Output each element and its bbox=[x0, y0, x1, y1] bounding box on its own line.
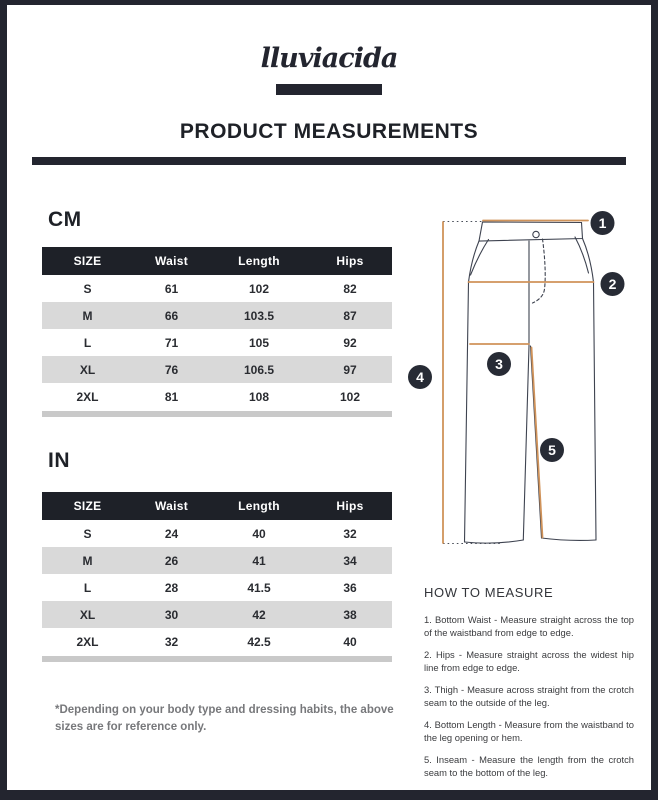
marker-number-5: 5 bbox=[548, 442, 556, 458]
dotted-guide-lines bbox=[443, 222, 500, 544]
length-cell: 103.5 bbox=[243, 308, 275, 323]
table-row bbox=[42, 356, 392, 383]
length-cell: 41 bbox=[252, 553, 266, 568]
column-header-length: Length bbox=[238, 254, 280, 268]
size-cell: L bbox=[83, 580, 92, 595]
in-heading: IN bbox=[48, 449, 70, 472]
measure-instruction-2: 2. Hips - Measure straight across the widest hip line from edge to edge. bbox=[424, 648, 634, 673]
table-header-row bbox=[42, 492, 392, 520]
table-header-row bbox=[42, 247, 392, 275]
table-row bbox=[42, 628, 392, 655]
cm-heading: CM bbox=[48, 208, 82, 231]
how-to-measure-heading: HOW TO MEASURE bbox=[424, 585, 554, 600]
waist-cell: 32 bbox=[164, 634, 179, 649]
waist-cell: 30 bbox=[164, 607, 179, 622]
table-bottom-bar bbox=[42, 656, 392, 662]
measure-instruction-1: 1. Bottom Waist - Measure straight across the top of the waistband from edge to edge. bbox=[424, 614, 634, 638]
length-cell: 41.5 bbox=[247, 580, 271, 595]
hips-cell: 92 bbox=[343, 335, 357, 350]
measure-instruction-3: 3. Thigh - Measure across straight from the crotch seam to the outside of the leg. bbox=[424, 683, 634, 708]
waist-cell: 71 bbox=[164, 335, 179, 350]
table-row bbox=[42, 601, 392, 628]
in-size-table bbox=[42, 492, 392, 662]
inseam-measure-line bbox=[532, 348, 543, 538]
hips-cell: 40 bbox=[343, 634, 357, 649]
cm-size-table bbox=[42, 247, 392, 417]
length-cell: 102 bbox=[248, 281, 270, 296]
column-header-hips: Hips bbox=[336, 254, 364, 268]
measure-instruction-5: 5. Inseam - Measure the length from the crotch seam to the bottom of the leg. bbox=[424, 753, 634, 778]
reference-footnote: *Depending on your body type and dressing habits, the above sizes are for reference only. bbox=[55, 704, 394, 733]
column-header-size: SIZE bbox=[73, 254, 102, 268]
size-cell: L bbox=[83, 335, 92, 350]
table-row bbox=[42, 275, 392, 302]
size-cell: 2XL bbox=[76, 389, 99, 404]
size-cell: 2XL bbox=[76, 634, 99, 649]
marker-number-4: 4 bbox=[416, 369, 424, 385]
hips-cell: 82 bbox=[343, 281, 357, 296]
length-cell: 105 bbox=[248, 335, 270, 350]
hips-cell: 102 bbox=[339, 389, 361, 404]
size-cell: XL bbox=[79, 362, 96, 377]
marker-number-1: 1 bbox=[598, 215, 607, 231]
table-row bbox=[42, 547, 392, 574]
page-title: PRODUCT MEASUREMENTS bbox=[179, 120, 479, 143]
waist-cell: 26 bbox=[164, 553, 179, 568]
waist-cell: 81 bbox=[164, 389, 179, 404]
column-header-waist: Waist bbox=[154, 499, 189, 513]
waist-cell: 76 bbox=[164, 362, 179, 377]
column-header-length: Length bbox=[238, 499, 280, 513]
size-cell: S bbox=[83, 526, 92, 541]
table-row bbox=[42, 574, 392, 601]
length-cell: 40 bbox=[252, 526, 266, 541]
hips-cell: 38 bbox=[343, 607, 357, 622]
column-header-size: SIZE bbox=[73, 499, 102, 513]
table-bottom-bar bbox=[42, 411, 392, 417]
waist-cell: 66 bbox=[164, 308, 179, 323]
length-cell: 108 bbox=[248, 389, 270, 404]
waist-cell: 24 bbox=[164, 526, 179, 541]
marker-number-3: 3 bbox=[495, 356, 503, 372]
table-row bbox=[42, 383, 392, 410]
size-cell: M bbox=[82, 308, 93, 323]
table-row bbox=[42, 302, 392, 329]
waist-cell: 61 bbox=[164, 281, 179, 296]
hips-cell: 34 bbox=[343, 553, 357, 568]
hips-cell: 32 bbox=[343, 526, 357, 541]
marker-number-2: 2 bbox=[608, 276, 617, 292]
table-row bbox=[42, 520, 392, 547]
title-divider bbox=[32, 157, 626, 165]
how-to-measure-section bbox=[424, 585, 634, 789]
column-header-waist: Waist bbox=[154, 254, 189, 268]
length-cell: 106.5 bbox=[243, 362, 275, 377]
logo-underline-bar bbox=[276, 84, 382, 95]
size-cell: S bbox=[83, 281, 92, 296]
size-cell: XL bbox=[79, 607, 96, 622]
column-header-hips: Hips bbox=[336, 499, 364, 513]
size-cell: M bbox=[82, 553, 93, 568]
pants-outline bbox=[465, 222, 597, 543]
length-cell: 42 bbox=[252, 607, 266, 622]
pants-measurement-diagram bbox=[405, 195, 640, 570]
hips-cell: 97 bbox=[343, 362, 357, 377]
table-row bbox=[42, 329, 392, 356]
length-cell: 42.5 bbox=[247, 634, 271, 649]
measure-instruction-4: 4. Bottom Length - Measure from the waistband to the leg opening or hem. bbox=[424, 718, 634, 743]
diagram-markers bbox=[408, 211, 625, 462]
hips-cell: 87 bbox=[343, 308, 357, 323]
hips-cell: 36 bbox=[343, 580, 357, 595]
brand-logo: lluviacida bbox=[260, 43, 398, 74]
waist-cell: 28 bbox=[164, 580, 179, 595]
